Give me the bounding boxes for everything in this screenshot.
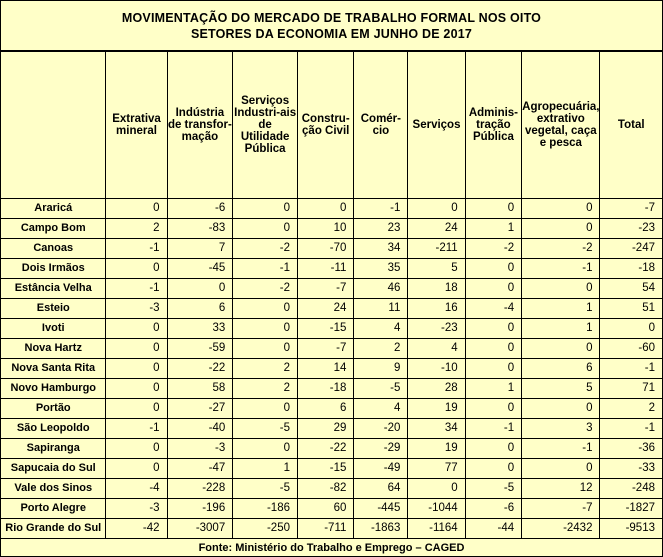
table-cell: -49 — [354, 459, 408, 479]
table-cell: 2 — [354, 339, 408, 359]
table-row — [1, 379, 662, 399]
table-cell: -4 — [465, 299, 521, 319]
table-cell: -3 — [106, 499, 167, 519]
cell-total: 51 — [600, 299, 662, 319]
cell-total: -60 — [600, 339, 662, 359]
table-cell: -23 — [408, 319, 465, 339]
header-municipality — [1, 52, 106, 199]
table-cell: -711 — [298, 519, 354, 539]
table-cell: 0 — [233, 439, 298, 459]
table-cell: 0 — [408, 479, 465, 499]
table-cell: -70 — [298, 239, 354, 259]
row-municipality: Esteio — [1, 299, 106, 319]
table-row — [1, 279, 662, 299]
cell-total: 2 — [600, 399, 662, 419]
table-cell: -22 — [167, 359, 233, 379]
cell-total: -18 — [600, 259, 662, 279]
table-cell: 12 — [522, 479, 600, 499]
table-cell: -40 — [167, 419, 233, 439]
table-cell: 29 — [298, 419, 354, 439]
header-servicos: Serviços — [408, 52, 465, 199]
table-cell: 64 — [354, 479, 408, 499]
table-cell: 5 — [408, 259, 465, 279]
table-cell: 1 — [522, 299, 600, 319]
table-cell: -6 — [167, 199, 233, 219]
row-municipality: Araricá — [1, 199, 106, 219]
header-administracao-publica: Adminis-tração Pública — [465, 52, 521, 199]
table-cell: -83 — [167, 219, 233, 239]
table-cell: 6 — [298, 399, 354, 419]
table-cell: 14 — [298, 359, 354, 379]
table-cell: 6 — [167, 299, 233, 319]
title-line-1: MOVIMENTAÇÃO DO MERCADO DE TRABALHO FORMAL NOS OITO — [121, 11, 542, 25]
table-cell: -6 — [465, 499, 521, 519]
table-cell: -27 — [167, 399, 233, 419]
header-row — [1, 52, 662, 199]
table-cell: -3 — [106, 299, 167, 319]
table-cell: 7 — [167, 239, 233, 259]
table-cell: 1 — [522, 319, 600, 339]
table-cell: -196 — [167, 499, 233, 519]
table-cell: -18 — [298, 379, 354, 399]
header-servicos-industriais: Serviços Industri-ais de Utilidade Pública — [233, 52, 298, 199]
row-municipality: Nova Hartz — [1, 339, 106, 359]
table-row — [1, 339, 662, 359]
cell-total: -1 — [600, 419, 662, 439]
table-cell: -4 — [106, 479, 167, 499]
employment-table — [1, 51, 662, 539]
table-cell: 0 — [106, 339, 167, 359]
table-cell: 0 — [167, 279, 233, 299]
table-cell: -42 — [106, 519, 167, 539]
row-municipality: Novo Hamburgo — [1, 379, 106, 399]
table-cell: -1 — [106, 419, 167, 439]
header-comercio: Comér-cio — [354, 52, 408, 199]
cell-total: -247 — [600, 239, 662, 259]
table-cell: 60 — [298, 499, 354, 519]
table-row — [1, 439, 662, 459]
table-cell: 16 — [408, 299, 465, 319]
table-cell: 1 — [465, 379, 521, 399]
header-construcao-civil: Constru-ção Civil — [298, 52, 354, 199]
table-row — [1, 199, 662, 219]
row-municipality: Rio Grande do Sul — [1, 519, 106, 539]
table-row — [1, 259, 662, 279]
table-cell: -15 — [298, 319, 354, 339]
table-cell: 0 — [233, 219, 298, 239]
table-cell: 0 — [465, 319, 521, 339]
table-cell: -59 — [167, 339, 233, 359]
row-municipality: Canoas — [1, 239, 106, 259]
table-cell: 4 — [354, 319, 408, 339]
table-cell: -82 — [298, 479, 354, 499]
table-cell: 0 — [106, 259, 167, 279]
table-cell: -3007 — [167, 519, 233, 539]
table-cell: 2 — [233, 379, 298, 399]
cell-total: -1827 — [600, 499, 662, 519]
table-cell: 19 — [408, 439, 465, 459]
table-cell: 11 — [354, 299, 408, 319]
cell-total: -7 — [600, 199, 662, 219]
table-cell: -3 — [167, 439, 233, 459]
table-cell: 5 — [522, 379, 600, 399]
table-cell: -5 — [354, 379, 408, 399]
header-total: Total — [600, 52, 662, 199]
cell-total: 0 — [600, 319, 662, 339]
cell-total: -33 — [600, 459, 662, 479]
table-cell: -7 — [522, 499, 600, 519]
table-cell: 0 — [465, 279, 521, 299]
table-cell: -1164 — [408, 519, 465, 539]
table-cell: 0 — [465, 259, 521, 279]
table-cell: -1 — [465, 419, 521, 439]
table-cell: 24 — [298, 299, 354, 319]
table-row — [1, 239, 662, 259]
table-cell: 0 — [106, 319, 167, 339]
table-cell: -22 — [298, 439, 354, 459]
row-municipality: Vale dos Sinos — [1, 479, 106, 499]
table-cell: -7 — [298, 279, 354, 299]
table-cell: -29 — [354, 439, 408, 459]
table-cell: -2 — [522, 239, 600, 259]
table-row — [1, 499, 662, 519]
table-cell: -228 — [167, 479, 233, 499]
row-municipality: Sapucaia do Sul — [1, 459, 106, 479]
table-cell: 0 — [522, 279, 600, 299]
cell-total: -23 — [600, 219, 662, 239]
table-cell: -1 — [522, 259, 600, 279]
table-cell: 2 — [106, 219, 167, 239]
table-row — [1, 519, 662, 539]
table-cell: -1 — [106, 239, 167, 259]
table-cell: 0 — [233, 339, 298, 359]
table-cell: -47 — [167, 459, 233, 479]
row-municipality: Ivoti — [1, 319, 106, 339]
table-cell: 77 — [408, 459, 465, 479]
table-cell: -1 — [233, 259, 298, 279]
cell-total: -36 — [600, 439, 662, 459]
table-cell: -11 — [298, 259, 354, 279]
cell-total: -248 — [600, 479, 662, 499]
table-row — [1, 299, 662, 319]
table-cell: -186 — [233, 499, 298, 519]
table-cell: 0 — [465, 199, 521, 219]
header-industria: Indústria de transfor-mação — [167, 52, 233, 199]
table-cell: 19 — [408, 399, 465, 419]
table-cell: 6 — [522, 359, 600, 379]
table-title — [1, 1, 662, 51]
table-row — [1, 319, 662, 339]
table-cell: -10 — [408, 359, 465, 379]
table-cell: -5 — [465, 479, 521, 499]
row-municipality: Sapiranga — [1, 439, 106, 459]
table-cell: -1863 — [354, 519, 408, 539]
table-cell: 35 — [354, 259, 408, 279]
table-cell: 0 — [233, 299, 298, 319]
table-cell: 4 — [354, 399, 408, 419]
table-cell: -20 — [354, 419, 408, 439]
table-cell: 0 — [106, 379, 167, 399]
cell-total: -1 — [600, 359, 662, 379]
table-cell: 18 — [408, 279, 465, 299]
table-cell: 0 — [465, 439, 521, 459]
table-cell: 0 — [522, 459, 600, 479]
row-municipality: São Leopoldo — [1, 419, 106, 439]
table-cell: 0 — [233, 319, 298, 339]
table-row — [1, 459, 662, 479]
table-cell: 0 — [106, 359, 167, 379]
table-cell: -5 — [233, 479, 298, 499]
table-cell: -250 — [233, 519, 298, 539]
table-row — [1, 219, 662, 239]
table-cell: -1 — [354, 199, 408, 219]
table-cell: -1 — [106, 279, 167, 299]
table-cell: 0 — [233, 399, 298, 419]
cell-total: 54 — [600, 279, 662, 299]
table-cell: -44 — [465, 519, 521, 539]
table-cell: 28 — [408, 379, 465, 399]
row-municipality: Portão — [1, 399, 106, 419]
row-municipality: Estância Velha — [1, 279, 106, 299]
table-cell: -1 — [522, 439, 600, 459]
row-municipality: Campo Bom — [1, 219, 106, 239]
table-cell: 0 — [465, 359, 521, 379]
table-row — [1, 399, 662, 419]
table-cell: 0 — [522, 199, 600, 219]
table-row — [1, 419, 662, 439]
row-municipality: Dois Irmãos — [1, 259, 106, 279]
table-cell: -445 — [354, 499, 408, 519]
table-cell: -211 — [408, 239, 465, 259]
table-cell: 9 — [354, 359, 408, 379]
header-extrativa-mineral: Extrativa mineral — [106, 52, 167, 199]
table-cell: 0 — [298, 199, 354, 219]
table-cell: 46 — [354, 279, 408, 299]
table-row — [1, 359, 662, 379]
table-cell: 0 — [465, 339, 521, 359]
table-cell: -2 — [465, 239, 521, 259]
table-cell: 33 — [167, 319, 233, 339]
table-cell: -15 — [298, 459, 354, 479]
table-cell: 24 — [408, 219, 465, 239]
table-cell: -45 — [167, 259, 233, 279]
cell-total: 71 — [600, 379, 662, 399]
table-cell: -2 — [233, 279, 298, 299]
table-cell: 0 — [106, 399, 167, 419]
table-cell: 23 — [354, 219, 408, 239]
table-cell: 4 — [408, 339, 465, 359]
table-cell: -7 — [298, 339, 354, 359]
table-cell: 0 — [106, 439, 167, 459]
row-municipality: Nova Santa Rita — [1, 359, 106, 379]
source-footer: Fonte: Ministério do Trabalho e Emprego – CAGED — [198, 542, 465, 554]
table-cell: 0 — [465, 459, 521, 479]
table-cell: 58 — [167, 379, 233, 399]
table-cell: 0 — [522, 399, 600, 419]
table-cell: 34 — [354, 239, 408, 259]
table-cell: -5 — [233, 419, 298, 439]
title-line-2: SETORES DA ECONOMIA EM JUNHO DE 2017 — [190, 27, 473, 41]
table-cell: 3 — [522, 419, 600, 439]
row-municipality: Porto Alegre — [1, 499, 106, 519]
table-cell: 0 — [408, 199, 465, 219]
table-cell: 10 — [298, 219, 354, 239]
table-cell: 0 — [233, 199, 298, 219]
table-cell: 2 — [233, 359, 298, 379]
table-cell: 0 — [106, 459, 167, 479]
table-cell: 0 — [465, 399, 521, 419]
table-cell: 0 — [522, 219, 600, 239]
table-cell: -2432 — [522, 519, 600, 539]
cell-total: -9513 — [600, 519, 662, 539]
table-cell: 1 — [233, 459, 298, 479]
header-agropecuaria: Agropecuária, extrativo vegetal, caça e pesca — [522, 52, 600, 199]
table-cell: 0 — [106, 199, 167, 219]
table-row — [1, 479, 662, 499]
table-cell: 0 — [522, 339, 600, 359]
table-cell: -1044 — [408, 499, 465, 519]
table-cell: 34 — [408, 419, 465, 439]
table-cell: 1 — [465, 219, 521, 239]
table-cell: -2 — [233, 239, 298, 259]
